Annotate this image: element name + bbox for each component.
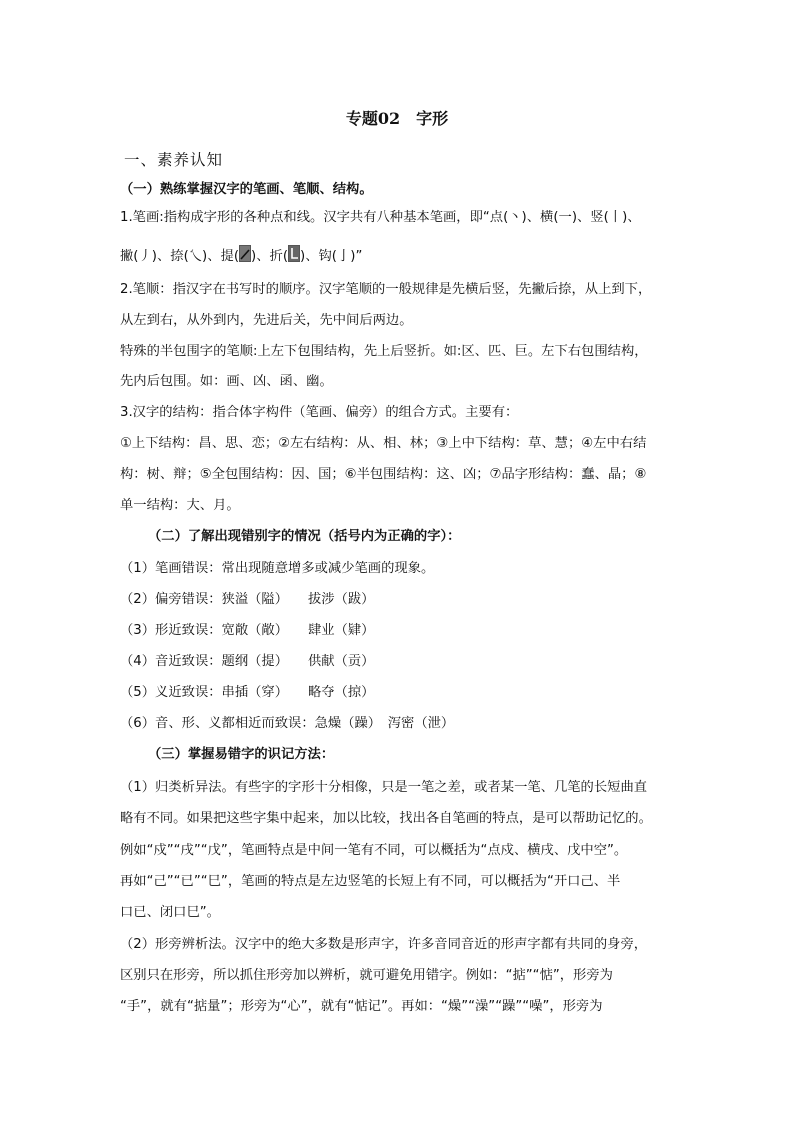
subsection-heading-2: （二）了解出现错别字的情况（括号内为正确的字）：: [148, 529, 461, 544]
error-item: （3）形近致误：宽敞（敞） 肆业（肄）: [120, 623, 375, 638]
zhe-stroke-icon: [288, 245, 300, 262]
error-item: （6）音、形、义都相近而致误：急燥（躁） 泻密（泄）: [120, 716, 455, 731]
structure-paragraph-line-1: 3.汉字的结构：指合体字构件（笔画、偏旁）的组合方式。主要有：: [120, 405, 519, 420]
order-paragraph-line-2: 从左到右，从外到内，先进后关，先中间后两边。: [120, 313, 413, 328]
method1-line-1: （1）归类析异法。有些字的字形十分相像，只是一笔之差，或者某一笔、几笔的长短曲直: [120, 780, 648, 795]
page-title: 专题02 字形: [345, 109, 449, 128]
strokes-paragraph-line-1: 1.笔画:指构成字形的各种点和线。汉字共有八种基本笔画，即“点(丶)、横(一)、竖(丨)、: [120, 210, 641, 225]
error-item: （5）义近致误：串插（穿） 略夺（掠）: [120, 685, 375, 700]
method1-line-4: 再如“己”“已”“巳”，笔画的特点是左边竖笔的长短上有不同，可以概括为“开口己、半: [120, 874, 621, 889]
section-heading: 一、素养认知: [124, 151, 224, 169]
order-paragraph-line-1: 2.笔顺：指汉字在书写时的顺序。汉字笔顺的一般规律是先横后竖，先撇后捺，从上到下，: [120, 282, 652, 297]
method2-line-3: “手”，就有“掂量”；形旁为“心”，就有“惦记”。再如：“燥”“澡”“躁”“噪”，形旁为: [120, 999, 603, 1014]
error-item: （1）笔画错误：常出现随意增多或减少笔画的现象。: [120, 561, 435, 576]
method1-line-5: 口已、闭口巳”。: [120, 905, 220, 920]
method2-line-2: 区别只在形旁，所以抓住形旁加以辨析，就可避免用错字。例如：“掂”“惦”，形旁为: [120, 968, 613, 983]
subsection-heading-1: （一）熟练掌握汉字的笔画、笔顺、结构。: [120, 182, 373, 197]
structure-paragraph-line-4: 单一结构：大、月。: [120, 498, 240, 513]
method2-line-1: （2）形旁辨析法。汉字中的绝大多数是形声字，许多音同音近的形声字都有共同的身旁，: [120, 937, 648, 952]
strokes-text-a: 撇(丿)、捺(乀)、提(: [120, 249, 240, 264]
error-item: （4）音近致误：题纲（提） 供献（贡）: [120, 654, 375, 669]
structure-paragraph-line-3: 构：树、辩；⑤全包围结构：因、国；⑥半包围结构：这、凶；⑦品字形结构：蠢、晶；⑧: [120, 467, 647, 482]
ti-stroke-icon: [239, 245, 251, 262]
error-item: （2）偏旁错误：狭溢（隘） 拔涉（跋）: [120, 592, 375, 607]
method1-line-2: 略有不同。如果把这些字集中起来，加以比较，找出各自笔画的特点，是可以帮助记忆的。: [120, 811, 652, 826]
order-paragraph-line-4: 先内后包围。如：画、凶、函、幽。: [120, 374, 333, 389]
method1-line-3: 例如“戍”“戌”“戊”，笔画特点是中间一笔有不同，可以概括为“点戍、横戌、戊中空”。: [120, 843, 628, 858]
strokes-paragraph-line-2: [120, 245, 362, 267]
order-paragraph-line-3: 特殊的半包围字的笔顺:上左下包围结构，先上后竖折。如:区、匹、巨。左下右包围结构，: [120, 344, 648, 359]
strokes-text-b: )、折(: [251, 249, 289, 264]
structure-paragraph-line-2: ①上下结构：昌、思、恋；②左右结构：从、相、林；③上中下结构：草、慧；④左中右结: [120, 436, 647, 451]
subsection-heading-3: （三）掌握易错字的识记方法：: [148, 747, 335, 762]
strokes-text-c: )、钩(亅)”: [300, 249, 363, 264]
